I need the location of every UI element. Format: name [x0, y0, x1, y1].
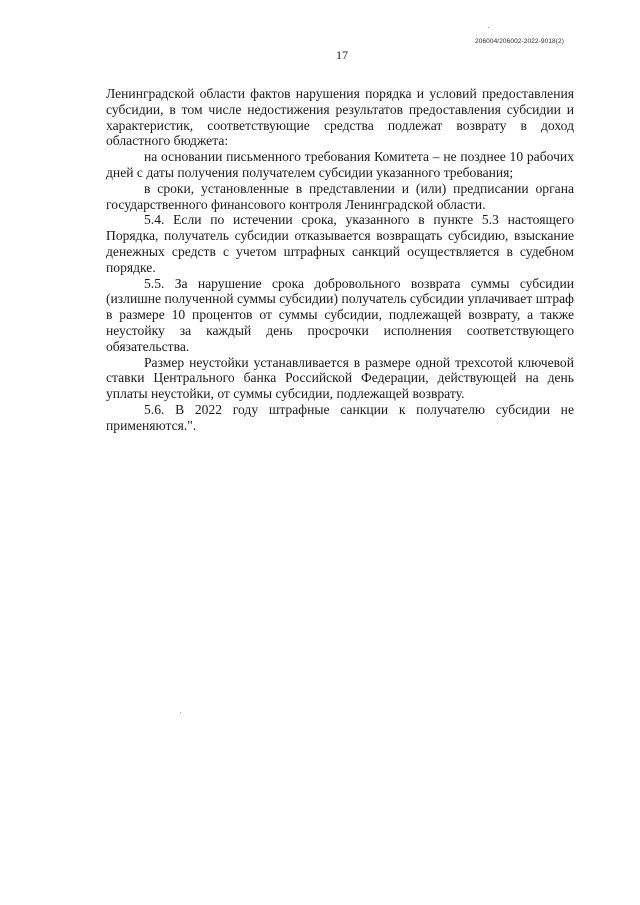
paragraph-term-control: в сроки, установленные в представлении и (или) предписании органа государственного финансового контроля Ленинградской области.	[106, 180, 574, 212]
body-text	[106, 86, 574, 434]
paragraph-5-4: 5.4. Если по истечении срока, указанного в пункте 5.3 настоящего Порядка, получатель субсидии отказывается возвращать субсидию, взыскание денежных средств с учетом штрафных санкций осуществляется в судебном порядке.	[106, 212, 574, 275]
paragraph-5-6: 5.6. В 2022 году штрафные санкции к получателю субсидии не применяются.".	[106, 401, 574, 433]
page-number: 17	[336, 48, 348, 62]
paragraph-5-5: 5.5. За нарушение срока добровольного возврата суммы субсидии (излишне полученной суммы субсидии) получатель субсидии уплачивает штраф в размере 10 процентов от суммы субсидии, подлежащей возврату, а также неустойку за каждый день просрочки исполнения соответствующего обязательства.	[106, 275, 574, 354]
scan-speck	[180, 712, 181, 713]
document-code: 206004/206002-2022-9018(2)	[475, 38, 564, 45]
paragraph-term-committee: на основании письменного требования Комитета – не позднее 10 рабочих дней с даты получения получателем субсидии указанного требования;	[106, 149, 574, 180]
paragraph-penalty-rate: Размер неустойки устанавливается в размере одной трехсотой ключевой ставки Центрального банка Российской Федерации, действующей на день уплаты неустойки, от суммы субсидии, подлежащей возврату.	[106, 354, 574, 402]
scan-speck	[488, 27, 489, 28]
paragraph-continuation: Ленинградской области фактов нарушения порядка и условий предоставления субсидии, в том числе недостижения результатов предоставления субсидии и характеристик, соответствующие средства подлежат возврату в доход областного бюджета:	[106, 86, 574, 149]
